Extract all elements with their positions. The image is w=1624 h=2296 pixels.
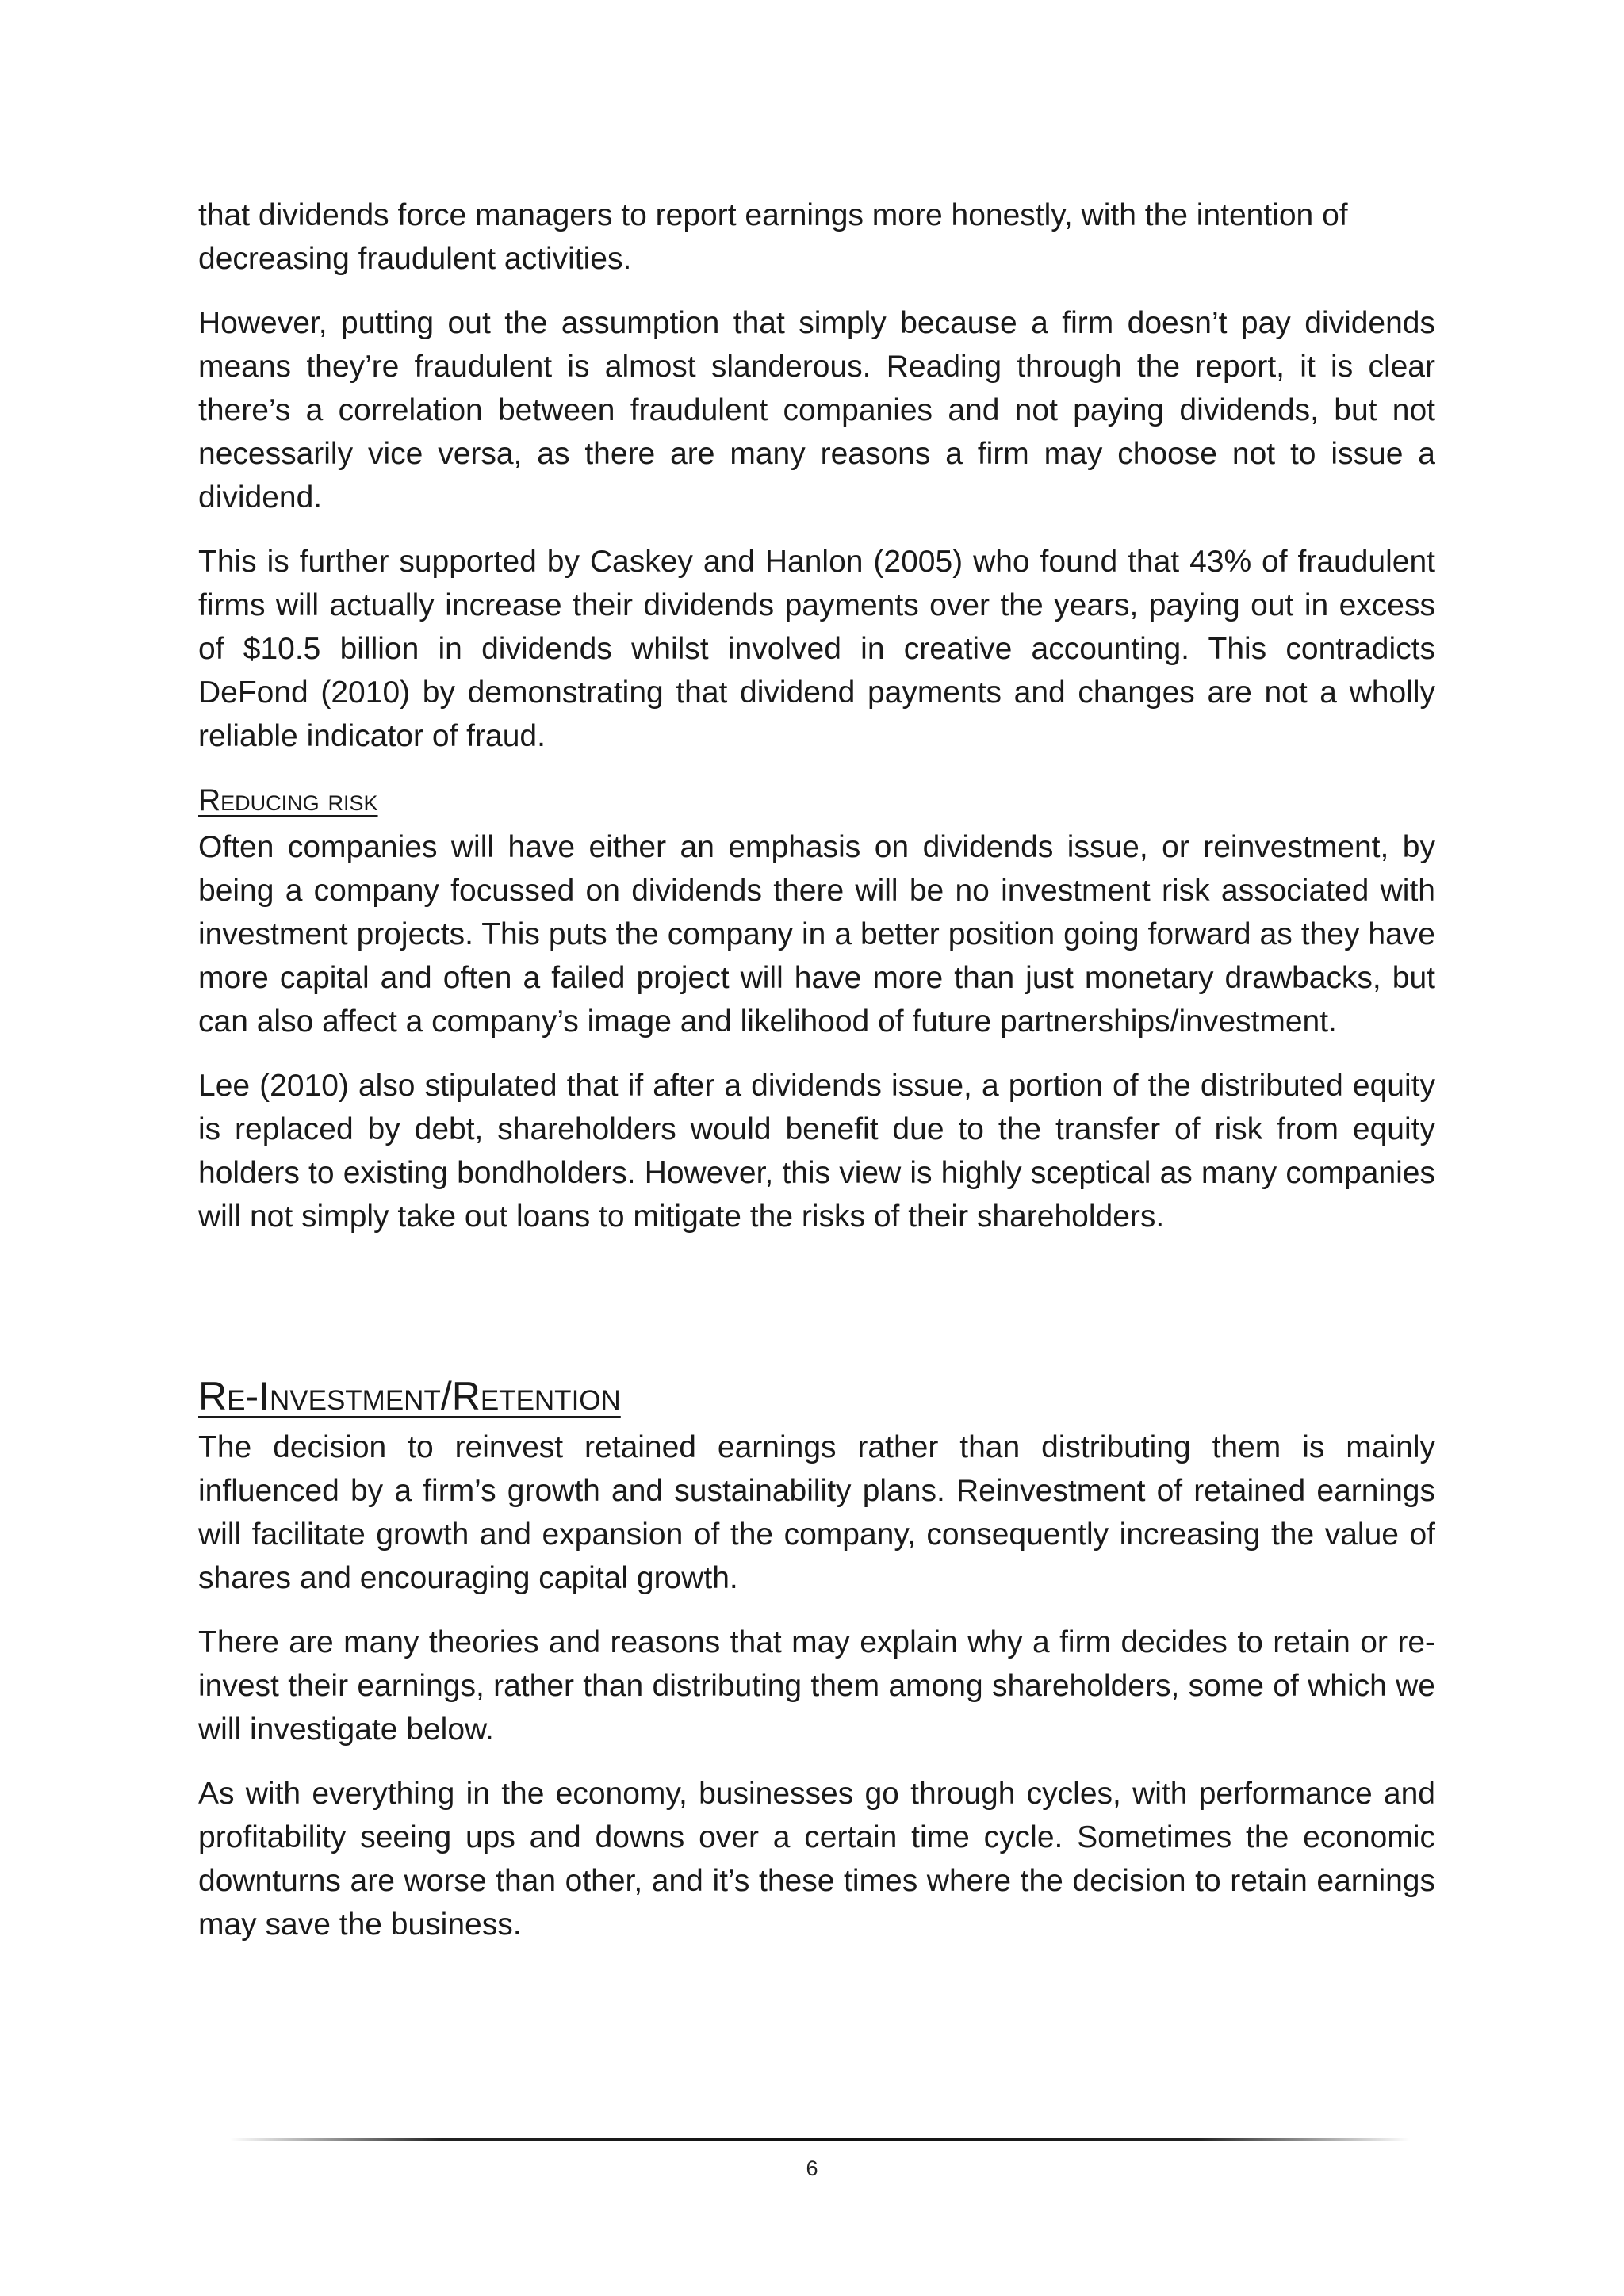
section-heading-reinvestment: Re-Investment/Retention: [198, 1374, 621, 1418]
paragraph-reinvestment-2: There are many theories and reasons that may explain why a firm decides to retain or re-invest their earnings, rather than distributing them among shareholders, some of which we will investigate below.: [198, 1625, 1435, 1747]
page-body: [198, 193, 1435, 1967]
section-heading-reducing-risk: Reducing risk: [198, 783, 378, 817]
paragraph-reducing-risk-1: Often companies will have either an emphasis on dividends issue, or reinvestment, by being a company focussed on dividends there will be no investment risk associated with investment projects. This puts the company in a better position going forward as they have more capital and often a failed project will have more than just monetary drawbacks, but can also affect a company’s image and likelihood of future partnerships/investment.: [198, 830, 1435, 1039]
footer-divider: [230, 2138, 1410, 2141]
paragraph-reinvestment-1: The decision to reinvest retained earnings rather than distributing them is mainly influenced by a firm’s growth and sustainability plans. Reinvestment of retained earnings will facilitate growth and expansion of the company, consequently increasing the value of shares and encouraging capital growth.: [198, 1430, 1435, 1595]
paragraph-reducing-risk-2: Lee (2010) also stipulated that if after a dividends issue, a portion of the distributed equity is replaced by debt, shareholders would benefit due to the transfer of risk from equity holders to existing bondholders. However, this view is highly sceptical as many companies will not simply take out loans to mitigate the risks of their shareholders.: [198, 1069, 1435, 1234]
paragraph-intro-1: that dividends force managers to report earnings more honestly, with the intention of decreasing fraudulent activities.: [198, 198, 1348, 276]
paragraph-intro-3: This is further supported by Caskey and Hanlon (2005) who found that 43% of fraudulent firms will actually increase their dividends payments over the years, paying out in excess of $10.5 billion in dividends whilst involved in creative accounting. This contradicts DeFond (2010) by demonstrating that dividend payments and changes are not a wholly reliable indicator of fraud.: [198, 545, 1435, 753]
paragraph-reinvestment-3: As with everything in the economy, businesses go through cycles, with performance and profitability seeing ups and downs over a certain time cycle. Sometimes the economic downturns are worse than other, and it’s these times where the decision to retain earnings may save the business.: [198, 1777, 1435, 1942]
paragraph-intro-2: However, putting out the assumption that simply because a firm doesn’t pay dividends means they’re fraudulent is almost slanderous. Reading through the report, it is clear there’s a correlation between fraudulent companies and not paying dividends, but not necessarily vice versa, as there are many reasons a firm may choose not to issue a dividend.: [198, 306, 1435, 515]
section-spacer: [198, 1259, 1435, 1370]
page-number: 6: [806, 2156, 818, 2180]
